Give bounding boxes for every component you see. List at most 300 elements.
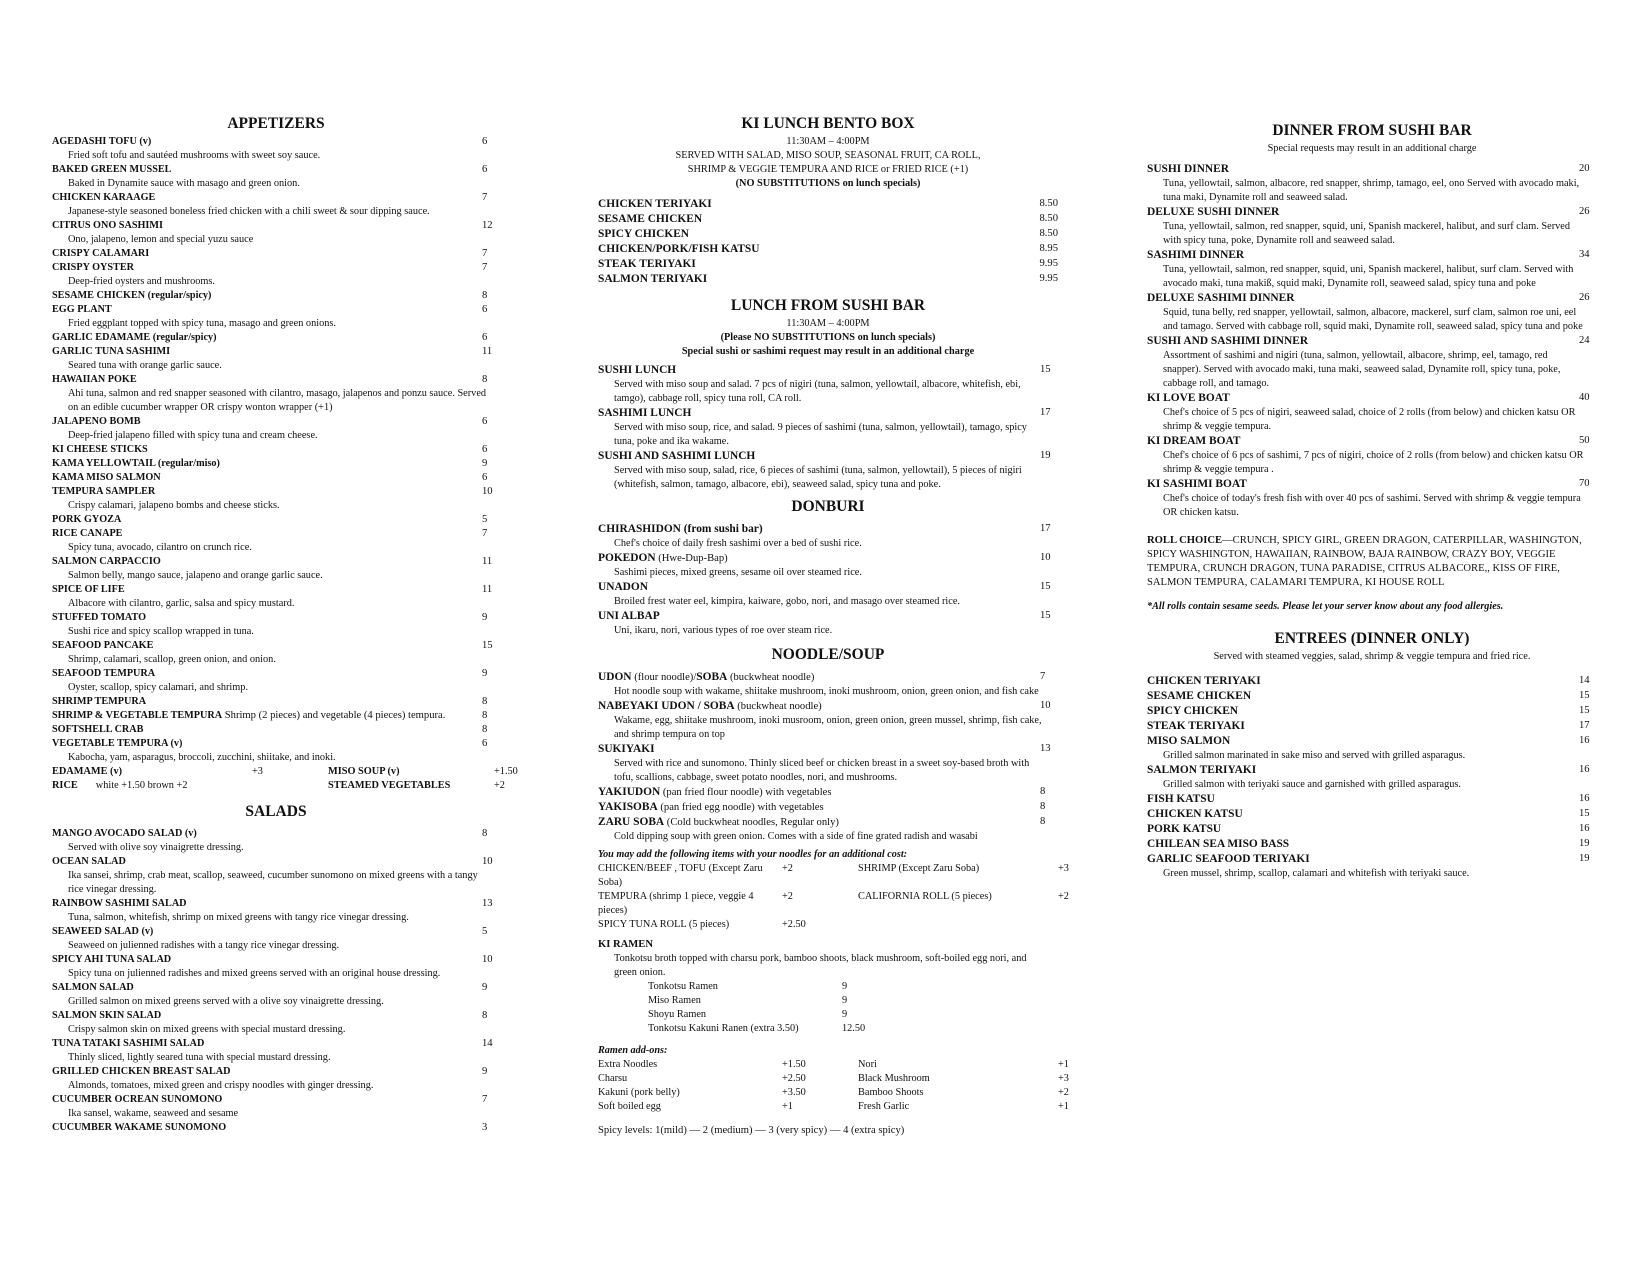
menu-item-name: SASHIMI LUNCH [598, 407, 692, 419]
menu-item-name-group [52, 527, 122, 541]
menu-item [52, 639, 500, 653]
menu-item-price: 8.95 [1039, 243, 1058, 254]
menu-item [52, 415, 500, 429]
ramen-price: 9 [842, 1009, 848, 1020]
roll-choice [1147, 534, 1597, 590]
menu-item-desc: Tuna, salmon, whitefish, shrimp on mixed greens with tangy rice vinegar dressing. [68, 912, 409, 923]
menu-item-name-group [52, 897, 187, 911]
menu-item-name-group [598, 670, 814, 685]
menu-item-name-group [1147, 852, 1310, 867]
menu-item-name-group [52, 191, 155, 205]
lunch-sushi-special: Special sushi or sashimi request may result in an additional charge [681, 346, 975, 357]
menu-item-price: 11 [482, 556, 493, 567]
menu-item-price: 8 [482, 724, 488, 735]
noodle-add-note: You may add the following items with your noodles for an additional cost: [598, 849, 908, 860]
menu-item-price: 10 [1040, 552, 1051, 563]
menu-item-name-group [598, 609, 660, 624]
menu-item-name-group [52, 827, 197, 841]
menu-item-desc: Deep-fried oysters and mushrooms. [68, 276, 215, 287]
menu-item-price: 12 [482, 220, 493, 231]
menu-item-price: 15 [1040, 610, 1051, 621]
menu-item-desc: Japanese-style seasoned boneless fried chicken with a chili sweet & sour dipping sauce. [68, 206, 430, 217]
menu-item-desc: Tuna, yellowtail, salmon, red snapper, squid, uni, Spanish mackerel, halibut, surf clam. Served with avocado maki, tuna makiß, squid maki, Dynamite roll, seaweed salad, spicy tuna and poke [1163, 264, 1574, 289]
menu-item-name-group [52, 583, 125, 597]
menu-item-name: SALMON CARPACCIO [52, 556, 161, 567]
bento-nosub: (NO SUBSTITUTIONS on lunch specials) [735, 178, 921, 189]
noodle-title: NOODLE/SOUP [771, 646, 885, 663]
menu-item [598, 670, 1058, 685]
addon-price-2: +1 [1058, 1059, 1069, 1070]
extra-veg: STEAMED VEGETABLES [328, 780, 451, 791]
menu-item-name: SALMON SKIN SALAD [52, 1010, 162, 1021]
menu-item-desc: Ika sansel, wakame, seaweed and sesame [68, 1108, 239, 1119]
menu-item-name: SUSHI LUNCH [598, 364, 677, 376]
menu-item-price: 9 [482, 612, 488, 623]
menu-item-name: CHICKEN/PORK/FISH KATSU [598, 243, 760, 255]
menu-item-name-group [598, 449, 755, 464]
menu-item-price: 6 [482, 164, 488, 175]
lunch-sushi-hours: 11:30AM – 4:00PM [786, 318, 870, 329]
menu-item [52, 611, 500, 625]
entrees-list [1147, 674, 1597, 881]
allergy-note: *All rolls contain sesame seeds. Please let your server know about any food allergies. [1147, 601, 1504, 612]
menu-item-desc: Deep-fried jalapeno filled with spicy tuna and cream cheese. [68, 430, 318, 441]
add-price-2: +2 [1058, 891, 1069, 902]
menu-item-name: HAWAIIAN POKE [52, 374, 137, 385]
menu-item-price: 7 [482, 1094, 488, 1105]
menu-item-name: AGEDASHI TOFU (v) [52, 136, 152, 147]
menu-item-desc: Assortment of sashimi and nigiri (tuna, salmon, yellowtail, albacore, shrimp, eel, tamago, red snapper). Served with avocado maki, tuna maki, seaweed salad, Dynamite roll, spicy tuna, poke, cabbage roll, and tamago. [1163, 350, 1561, 389]
menu-item [1147, 391, 1597, 406]
menu-item-price: 24 [1579, 335, 1590, 346]
menu-item-name: KI LOVE BOAT [1147, 392, 1230, 404]
menu-item-name-group [52, 737, 182, 751]
menu-item-name-group [1147, 807, 1243, 822]
menu-item-name-group [52, 135, 151, 149]
menu-item-name-group [52, 855, 126, 869]
menu-item-name-group [52, 415, 141, 429]
menu-item-price: 7 [482, 192, 488, 203]
menu-item [52, 555, 500, 569]
menu-item [52, 219, 500, 233]
menu-item-name-group [598, 363, 676, 378]
menu-item-name: RAINBOW SASHIMI SALAD [52, 898, 187, 909]
extra-edamame: EDAMAME (v) [52, 766, 123, 777]
ramen-price: 9 [842, 995, 848, 1006]
menu-item-name-group [1147, 674, 1261, 689]
menu-item-price: 8 [1040, 816, 1046, 827]
menu-item-desc: Served with miso soup, rice, and salad. 9 pieces of sashimi (tuna, salmon, yellowtail), tamago, spicy tuna, poke and ika wakame. [614, 422, 1027, 447]
menu-item [52, 583, 500, 597]
menu-item-name: SEAFOOD TEMPURA [52, 668, 156, 679]
menu-item-name: SUSHI AND SASHIMI LUNCH [598, 450, 756, 462]
dinner-sushi-list [1147, 162, 1597, 520]
menu-item-price: 6 [482, 304, 488, 315]
menu-item [1147, 162, 1597, 177]
menu-item-name: SESAME CHICKEN (regular/spicy) [52, 290, 212, 301]
menu-item-name: SPICY AHI TUNA SALAD [52, 954, 172, 965]
menu-item [52, 247, 500, 261]
menu-item-name-group [598, 522, 763, 537]
menu-item [52, 345, 500, 359]
menu-item-name-group [1147, 391, 1230, 406]
menu-item-desc: Served with miso soup, salad, rice, 6 pieces of sashimi (tuna, salmon, yellowtail), 5 pieces of nigiri (whitefish, salmon, tamago, albacore, ebi), seaweed salad, spicy tuna and poke. [614, 465, 1022, 490]
extra-veg-price: +2 [494, 780, 505, 791]
menu-item [52, 855, 500, 869]
menu-item-extra: (flour noodle)/ [631, 672, 697, 683]
menu-item [1147, 792, 1597, 807]
add-item: CHICKEN/BEEF , TOFU (Except Zaru Soba) [598, 863, 763, 888]
menu-item-name-group [52, 471, 161, 485]
extra-rice-options: white +1.50 brown +2 [95, 780, 188, 791]
menu-item-price: 8 [482, 696, 488, 707]
menu-item [52, 953, 500, 967]
menu-item-price: 8 [1040, 801, 1046, 812]
menu-item [52, 723, 500, 737]
menu-item-price: 15 [482, 640, 493, 651]
menu-item-desc: Green mussel, shrimp, scallop, calamari and whitefish with teriyaki sauce. [1163, 868, 1470, 879]
menu-item-name: DELUXE SASHIMI DINNER [1147, 292, 1295, 304]
menu-item-name: SESAME CHICKEN [598, 213, 703, 225]
menu-item-price: 7 [482, 262, 488, 273]
menu-item-name: SEAWEED SALAD (v) [52, 926, 154, 937]
appetizer-extras-2 [52, 779, 505, 793]
menu-item-name: CITRUS ONO SASHIMI [52, 220, 163, 231]
add-price-2 [1058, 918, 1118, 932]
menu-item-name-group [52, 981, 134, 995]
menu-item-name-group [598, 815, 839, 830]
menu-item [598, 800, 1058, 815]
menu-item [598, 406, 1058, 421]
menu-item-name-group [1147, 719, 1245, 734]
menu-item [1147, 822, 1597, 837]
menu-item [52, 457, 500, 471]
extra-miso: MISO SOUP (v) [328, 766, 400, 777]
salads-list [52, 827, 500, 1135]
menu-item [52, 471, 500, 485]
menu-item-name: SASHIMI DINNER [1147, 249, 1245, 261]
menu-item-price: 6 [482, 472, 488, 483]
menu-item-desc: Seaweed on julienned radishes with a tangy rice vinegar dressing. [68, 940, 340, 951]
menu-item-name: MISO SALMON [1147, 735, 1231, 747]
menu-item [1147, 334, 1597, 349]
menu-item-name-group [598, 742, 655, 757]
menu-item-price: 6 [482, 416, 488, 427]
menu-item [598, 363, 1058, 378]
bento-title: KI LUNCH BENTO BOX [741, 115, 915, 132]
menu-item-price: 6 [482, 738, 488, 749]
menu-item-name: MANGO AVOCADO SALAD (v) [52, 828, 197, 839]
menu-item-desc: Sushi rice and spicy scallop wrapped in tuna. [68, 626, 254, 637]
menu-item-desc: Served with rice and sunomono. Thinly sliced beef or chicken breast in a sweet soy-based broth with tofu, scallions, cabbage, sweet potato noodles, nori, and mushrooms. [614, 758, 1030, 783]
menu-item-name-group [52, 611, 146, 625]
menu-item [598, 449, 1058, 464]
menu-item-name: GARLIC SEAFOOD TERIYAKI [1147, 853, 1310, 865]
menu-item-name-group [52, 247, 149, 261]
menu-item-price: 16 [1579, 793, 1590, 804]
menu-item [52, 191, 500, 205]
menu-item-name-group [1147, 689, 1251, 704]
menu-item-price: 10 [482, 954, 493, 965]
menu-item-name-group [52, 1093, 222, 1107]
menu-item-desc: Crispy salmon skin on mixed greens with special mustard dressing. [68, 1024, 346, 1035]
menu-item-price: 9.95 [1039, 273, 1058, 284]
addon-price: +2.50 [782, 1073, 806, 1084]
menu-item-name: SUSHI DINNER [1147, 163, 1229, 175]
menu-item-name: EGG PLANT [52, 304, 112, 315]
add-item-2: CALIFORNIA ROLL (5 pieces) [858, 891, 992, 902]
menu-item [52, 709, 500, 723]
menu-item-desc: Crispy calamari, jalapeno bombs and cheese sticks. [68, 500, 280, 511]
menu-item-desc: Chef's choice of 5 pcs of nigiri, seaweed salad, choice of 2 rolls (from below) and chicken katsu OR shrimp & veggie tempura. [1163, 407, 1576, 432]
menu-item-price: 7 [482, 528, 488, 539]
add-price-2: +3 [1058, 863, 1069, 874]
menu-item [52, 1009, 500, 1023]
menu-item-name-group [52, 331, 217, 345]
menu-item-desc: Chef's choice of today's fresh fish with over 40 pcs of sashimi. Served with shrimp & veggie tempura OR chicken katsu. [1163, 493, 1581, 518]
menu-item-desc: Sashimi pieces, mixed greens, sesame oil over steamed rice. [614, 567, 862, 578]
menu-item-price: 15 [1579, 705, 1590, 716]
menu-item-name: CRISPY CALAMARI [52, 248, 150, 259]
menu-item-name-group [1147, 162, 1229, 177]
menu-item [598, 551, 1058, 566]
menu-item-name-group [52, 723, 143, 737]
menu-item-name-group [598, 785, 831, 800]
menu-item-name-group [1147, 792, 1215, 807]
menu-item-name: BAKED GREEN MUSSEL [52, 164, 172, 175]
menu-item-desc: Chef's choice of 6 pcs of sashimi, 7 pcs of nigiri, choice of 2 rolls (from below) and chicken katsu OR shrimp & veggie tempura . [1163, 450, 1584, 475]
menu-item-desc: Fried eggplant topped with spicy tuna, masago and green onions. [68, 318, 336, 329]
menu-item-name-group [52, 925, 153, 939]
menu-item-price: 16 [1579, 823, 1590, 834]
menu-item-name-group [598, 257, 696, 272]
entrees-sub: Served with steamed veggies, salad, shrimp & veggie tempura and fried rice. [1213, 651, 1531, 662]
menu-item-desc: Almonds, tomatoes, mixed green and crispy noodles with ginger dressing. [68, 1080, 374, 1091]
menu-item [52, 1121, 500, 1135]
menu-item-name: GARLIC EDAMAME (regular/spicy) [52, 332, 217, 343]
menu-item-name-group [598, 242, 760, 257]
menu-item-name: VEGETABLE TEMPURA (v) [52, 738, 183, 749]
menu-item-name-group [598, 272, 707, 287]
menu-item [598, 609, 1058, 624]
menu-item-name: STEAK TERIYAKI [598, 258, 696, 270]
menu-item-name-group [598, 227, 689, 242]
menu-item-desc: Chef's choice of daily fresh sashimi over a bed of sushi rice. [614, 538, 862, 549]
menu-item-price: 8 [482, 374, 488, 385]
add-price: +2.50 [782, 919, 806, 930]
menu-item-desc: Tuna, yellowtail, salmon, red snapper, squid, uni, Spanish mackerel, halibut, and surf clam. Served with spicy tuna, poke, Dynamite roll and seaweed salad. [1163, 221, 1570, 246]
menu-item-name: FISH KATSU [1147, 793, 1215, 805]
menu-item-price: 8.50 [1039, 228, 1058, 239]
menu-item-price: 7 [482, 248, 488, 259]
menu-item [1147, 477, 1597, 492]
menu-item [52, 163, 500, 177]
appetizer-extras [52, 765, 518, 779]
menu-item-desc: Grilled salmon with teriyaki sauce and garnished with grilled asparagus. [1163, 779, 1461, 790]
menu-item [52, 1065, 500, 1079]
menu-item [52, 1037, 500, 1051]
menu-item-name-group [1147, 837, 1289, 852]
menu-item-name: SUSHI AND SASHIMI DINNER [1147, 335, 1309, 347]
ramen-title: KI RAMEN [598, 939, 654, 950]
menu-item [598, 785, 1058, 800]
menu-item-name-group [52, 289, 211, 303]
menu-item-name: SALMON TERIYAKI [598, 273, 708, 285]
menu-item-desc: Served with olive soy vinaigrette dressing. [68, 842, 244, 853]
menu-item-price: 16 [1579, 764, 1590, 775]
menu-item-name: SALMON SALAD [52, 982, 134, 993]
menu-item-extra: (Hwe-Dup-Bap) [655, 553, 728, 564]
menu-item-name-group [1147, 763, 1256, 778]
menu-item-extra: Shrimp (2 pieces) and vegetable (4 pieces) tempura. [222, 710, 446, 721]
menu-item-name-group [52, 1065, 230, 1079]
menu-item-name-group [52, 667, 155, 681]
add-item: TEMPURA (shrimp 1 piece, veggie 4 pieces) [598, 891, 754, 916]
donburi-title: DONBURI [791, 498, 865, 515]
menu-item [598, 580, 1058, 595]
menu-item-name: SALMON TERIYAKI [1147, 764, 1257, 776]
add-item: SPICY TUNA ROLL (5 pieces) [598, 919, 730, 930]
menu-item-desc: Served with miso soup and salad. 7 pcs of nigiri (tuna, salmon, yellowtail, albacore, whitefish, ebi, tamgo), cabbage roll, spicy tuna roll, CA roll. [614, 379, 1021, 404]
menu-item-name-group [52, 457, 220, 471]
lunch-sushi-list [598, 363, 1058, 492]
menu-item-name: SEAFOOD PANCAKE [52, 640, 154, 651]
menu-item-name: PORK GYOZA [52, 514, 122, 525]
menu-item-name-group [52, 373, 137, 387]
menu-item-name-group [52, 1037, 204, 1051]
menu-item-price: 11 [482, 584, 493, 595]
menu-item-price: 17 [1040, 407, 1051, 418]
menu-item-name-group [52, 485, 155, 499]
menu-item-desc: Kabocha, yam, asparagus, broccoli, zucchini, shiitake, and inoki. [68, 752, 336, 763]
menu-item-name-group [52, 219, 163, 233]
menu-item-price: 8 [482, 828, 488, 839]
menu-item-desc: Seared tuna with orange garlic sauce. [68, 360, 222, 371]
menu-item-desc: Uni, ikaru, nori, various types of roe over steam rice. [614, 625, 833, 636]
menu-item-name: YAKISOBA [598, 801, 658, 813]
extra-edamame-price: +3 [252, 766, 263, 777]
menu-item-name-group [598, 699, 822, 714]
menu-item-price: 8 [482, 1010, 488, 1021]
menu-item-name: KAMA MISO SALMON [52, 472, 161, 483]
menu-item-desc: Salmon belly, mango sauce, jalapeno and orange garlic sauce. [68, 570, 323, 581]
addon-item-2: Black Mushroom [858, 1073, 930, 1084]
menu-item-name-2: SOBA [696, 671, 728, 683]
menu-item-price: 8 [482, 710, 488, 721]
menu-item-name-group [598, 800, 824, 815]
add-price: +2 [782, 863, 793, 874]
menu-item [52, 373, 500, 387]
addon-price-2: +2 [1058, 1087, 1069, 1098]
menu-item [1147, 734, 1597, 749]
menu-item [1147, 674, 1597, 689]
menu-item-price: 26 [1579, 206, 1590, 217]
menu-item-price: 8 [1040, 786, 1046, 797]
menu-item-desc: Spicy tuna, avocado, cilantro on crunch rice. [68, 542, 252, 553]
menu-item-desc: Squid, tuna belly, red snapper, yellowtail, salmon, albacore, mackerel, surf clam, salmon roe uni, eel and tamago. Served with cabbage roll, squid maki, Dynamite roll, seaweed salad, spicy tuna and poke [1163, 307, 1583, 332]
menu-item-name: CHIRASHIDON (from sushi bar) [598, 523, 763, 535]
menu-item-name: GARLIC TUNA SASHIMI [52, 346, 171, 357]
menu-item-name: UDON [598, 671, 632, 683]
menu-item-name-group [1147, 434, 1240, 449]
menu-item [1147, 837, 1597, 852]
menu-item [598, 227, 1058, 242]
extra-rice [52, 779, 252, 793]
menu-item-name-group [1147, 334, 1308, 349]
menu-item-price: 50 [1579, 435, 1590, 446]
menu-item-name-group [52, 163, 171, 177]
menu-item [52, 289, 500, 303]
menu-item-extra: (Cold buckwheat noodles, Regular only) [664, 817, 839, 828]
menu-item-desc: Oyster, scallop, spicy calamari, and shrimp. [68, 682, 249, 693]
menu-item-price: 40 [1579, 392, 1590, 403]
addon-price: +1.50 [782, 1059, 806, 1070]
addon-price: +1 [782, 1101, 793, 1112]
menu-item-name: TUNA TATAKI SASHIMI SALAD [52, 1038, 205, 1049]
menu-item-desc: Spicy tuna on julienned radishes and mixed greens served with an original house dressing. [68, 968, 441, 979]
addon-item-2: Bamboo Shoots [858, 1087, 924, 1098]
menu-item-name-group [52, 513, 121, 527]
menu-item-price: 5 [482, 514, 488, 525]
menu-item-name: NABEYAKI UDON / SOBA [598, 700, 735, 712]
menu-item [598, 815, 1058, 830]
noodle-list [598, 670, 1058, 844]
menu-item-name-group [52, 345, 170, 359]
menu-item-price: 13 [482, 898, 493, 909]
menu-item-desc: Ahi tuna, salmon and red snapper seasoned with cilantro, masago, jalapenos and ponzu sauce. Served on an edible cucumber wrapper OR crispy wonton wrapper (+1) [68, 388, 487, 413]
menu-item-name-group [52, 953, 171, 967]
menu-item [1147, 852, 1597, 867]
menu-item-name: RICE CANAPE [52, 528, 123, 539]
menu-item-name: JALAPENO BOMB [52, 416, 141, 427]
menu-item [598, 699, 1058, 714]
menu-item-name-group [52, 1121, 226, 1135]
menu-item-name: DELUXE SUSHI DINNER [1147, 206, 1280, 218]
column-right [1147, 120, 1597, 881]
column-middle [598, 113, 1069, 1138]
menu-item-name-group [598, 197, 712, 212]
menu-item-price: 70 [1579, 478, 1590, 489]
ramen-name: Tonkotsu Kakuni Ranen (extra 3.50) [648, 1023, 799, 1034]
menu-item-name-group [52, 443, 148, 457]
menu-item-desc: Fried soft tofu and sautéed mushrooms with sweet soy sauce. [68, 150, 321, 161]
menu-item [52, 667, 500, 681]
menu-item-price: 8.50 [1039, 198, 1058, 209]
menu-item-price: 34 [1579, 249, 1590, 260]
menu-item-name-group [1147, 248, 1244, 263]
menu-item [598, 522, 1058, 537]
menu-item-name-group [52, 261, 134, 275]
addon-item-2: Nori [858, 1059, 877, 1070]
menu-item-name: CHICKEN KATSU [1147, 808, 1243, 820]
menu-item-name: ZARU SOBA [598, 816, 665, 828]
menu-item-desc: Albacore with cilantro, garlic, salsa and spicy mustard. [68, 598, 295, 609]
menu-item [1147, 719, 1597, 734]
menu-item-price: 17 [1579, 720, 1590, 731]
menu-item-desc: Grilled salmon on mixed greens served with a olive soy vinaigrette dressing. [68, 996, 384, 1007]
menu-item-name-group [1147, 822, 1221, 837]
menu-item [52, 1093, 500, 1107]
menu-item-price: 8.50 [1039, 213, 1058, 224]
menu-item-name: PORK KATSU [1147, 823, 1222, 835]
menu-item [1147, 807, 1597, 822]
ramen-name: Miso Ramen [648, 995, 701, 1006]
addons-list [598, 1058, 1069, 1114]
menu-item-extra-2: (buckwheat noodle) [727, 672, 815, 683]
menu-item-price: 9 [482, 458, 488, 469]
menu-item-name: CUCUMBER OCREAN SUNOMONO [52, 1094, 223, 1105]
menu-item-name-group [52, 695, 146, 709]
